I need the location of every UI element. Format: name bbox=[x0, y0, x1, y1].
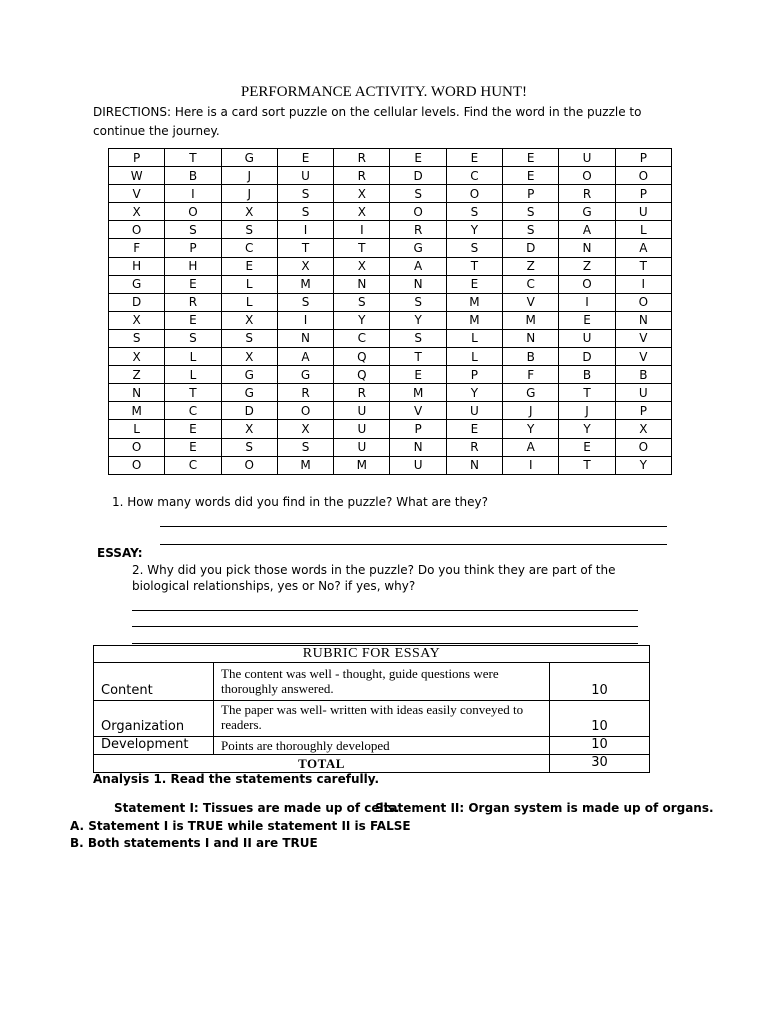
grid-cell: D bbox=[390, 167, 446, 185]
grid-cell: S bbox=[221, 329, 277, 347]
grid-cell: P bbox=[109, 149, 165, 167]
rubric-points: 10 bbox=[550, 663, 650, 701]
grid-cell: P bbox=[390, 420, 446, 438]
grid-row bbox=[109, 329, 672, 347]
rubric-table bbox=[93, 645, 650, 773]
grid-cell: X bbox=[109, 203, 165, 221]
grid-cell: O bbox=[165, 203, 221, 221]
grid-cell: T bbox=[559, 456, 615, 474]
grid-row bbox=[109, 366, 672, 384]
grid-cell: B bbox=[503, 348, 559, 366]
grid-cell: T bbox=[559, 384, 615, 402]
grid-cell: L bbox=[165, 366, 221, 384]
statement-1: Statement I: Tissues are made up of cells. bbox=[114, 801, 400, 815]
rubric-total-row bbox=[94, 755, 650, 773]
grid-cell: S bbox=[390, 329, 446, 347]
grid-cell: P bbox=[615, 149, 671, 167]
rubric-description: The content was well - thought, guide questions were thoroughly answered. bbox=[214, 663, 550, 701]
grid-cell: T bbox=[615, 257, 671, 275]
grid-cell: S bbox=[334, 293, 390, 311]
grid-cell: U bbox=[559, 149, 615, 167]
grid-cell: T bbox=[390, 348, 446, 366]
grid-cell: X bbox=[615, 420, 671, 438]
grid-cell: H bbox=[165, 257, 221, 275]
grid-cell: G bbox=[221, 149, 277, 167]
grid-cell: Y bbox=[503, 420, 559, 438]
question-2: 2. Why did you pick those words in the puzzle? Do you think they are part of the biological relationships, yes or No? if yes, why? bbox=[132, 563, 616, 593]
word-search-grid bbox=[108, 148, 672, 475]
grid-cell: Z bbox=[559, 257, 615, 275]
grid-cell: S bbox=[221, 221, 277, 239]
rubric-row bbox=[94, 737, 650, 755]
grid-cell: C bbox=[503, 275, 559, 293]
grid-cell: B bbox=[615, 366, 671, 384]
grid-cell: S bbox=[277, 293, 333, 311]
grid-cell: V bbox=[109, 185, 165, 203]
rubric-row bbox=[94, 701, 650, 737]
grid-cell: O bbox=[615, 167, 671, 185]
grid-cell: X bbox=[221, 420, 277, 438]
answer-line bbox=[132, 643, 638, 644]
grid-cell: J bbox=[503, 402, 559, 420]
grid-cell: O bbox=[109, 438, 165, 456]
answer-line bbox=[160, 544, 667, 545]
grid-cell: X bbox=[221, 348, 277, 366]
grid-row bbox=[109, 185, 672, 203]
grid-cell: E bbox=[559, 311, 615, 329]
grid-cell: L bbox=[446, 329, 502, 347]
grid-cell: U bbox=[334, 420, 390, 438]
rubric-title: RUBRIC FOR ESSAY bbox=[94, 646, 650, 663]
grid-cell: N bbox=[277, 329, 333, 347]
grid-cell: I bbox=[277, 221, 333, 239]
grid-row bbox=[109, 420, 672, 438]
grid-row bbox=[109, 149, 672, 167]
grid-cell: P bbox=[615, 402, 671, 420]
grid-cell: T bbox=[277, 239, 333, 257]
rubric-description: Points are thoroughly developed bbox=[214, 737, 550, 755]
rubric-criterion: Development bbox=[94, 737, 214, 755]
grid-cell: T bbox=[165, 149, 221, 167]
grid-row bbox=[109, 402, 672, 420]
grid-cell: R bbox=[446, 438, 502, 456]
grid-cell: U bbox=[559, 329, 615, 347]
grid-cell: R bbox=[277, 384, 333, 402]
grid-cell: E bbox=[446, 149, 502, 167]
analysis-heading: Analysis 1. Read the statements carefully. bbox=[93, 772, 379, 786]
grid-cell: N bbox=[615, 311, 671, 329]
grid-cell: O bbox=[559, 167, 615, 185]
grid-cell: M bbox=[109, 402, 165, 420]
grid-cell: N bbox=[334, 275, 390, 293]
grid-cell: L bbox=[221, 293, 277, 311]
grid-cell: A bbox=[615, 239, 671, 257]
grid-cell: R bbox=[334, 149, 390, 167]
grid-cell: X bbox=[277, 257, 333, 275]
grid-row bbox=[109, 167, 672, 185]
grid-cell: I bbox=[559, 293, 615, 311]
grid-cell: O bbox=[615, 293, 671, 311]
answer-line bbox=[160, 526, 667, 527]
grid-cell: P bbox=[503, 185, 559, 203]
grid-cell: S bbox=[277, 185, 333, 203]
rubric-points: 10 bbox=[550, 737, 650, 755]
answer-line bbox=[132, 626, 638, 627]
grid-row bbox=[109, 257, 672, 275]
grid-cell: D bbox=[503, 239, 559, 257]
grid-cell: L bbox=[165, 348, 221, 366]
grid-cell: S bbox=[165, 329, 221, 347]
grid-cell: Y bbox=[390, 311, 446, 329]
grid-cell: O bbox=[109, 456, 165, 474]
grid-cell: S bbox=[109, 329, 165, 347]
grid-cell: C bbox=[446, 167, 502, 185]
grid-cell: W bbox=[109, 167, 165, 185]
grid-cell: C bbox=[334, 329, 390, 347]
grid-row bbox=[109, 275, 672, 293]
grid-cell: F bbox=[109, 239, 165, 257]
grid-cell: S bbox=[503, 221, 559, 239]
grid-cell: X bbox=[221, 203, 277, 221]
grid-cell: E bbox=[446, 275, 502, 293]
rubric-total-label: TOTAL bbox=[94, 755, 550, 773]
grid-cell: T bbox=[334, 239, 390, 257]
grid-cell: X bbox=[221, 311, 277, 329]
grid-row bbox=[109, 239, 672, 257]
grid-cell: Q bbox=[334, 366, 390, 384]
grid-cell: N bbox=[390, 438, 446, 456]
grid-cell: E bbox=[559, 438, 615, 456]
grid-cell: T bbox=[165, 384, 221, 402]
grid-cell: D bbox=[109, 293, 165, 311]
grid-row bbox=[109, 221, 672, 239]
grid-cell: U bbox=[446, 402, 502, 420]
grid-row bbox=[109, 384, 672, 402]
grid-cell: S bbox=[390, 185, 446, 203]
grid-cell: O bbox=[109, 221, 165, 239]
grid-cell: N bbox=[390, 275, 446, 293]
grid-cell: S bbox=[221, 438, 277, 456]
grid-cell: F bbox=[503, 366, 559, 384]
grid-cell: B bbox=[559, 366, 615, 384]
rubric-description: The paper was well- written with ideas easily conveyed to readers. bbox=[214, 701, 550, 737]
grid-cell: Y bbox=[559, 420, 615, 438]
grid-cell: M bbox=[334, 456, 390, 474]
page-title: PERFORMANCE ACTIVITY. WORD HUNT! bbox=[240, 84, 528, 100]
grid-cell: O bbox=[277, 402, 333, 420]
grid-cell: N bbox=[109, 384, 165, 402]
grid-cell: O bbox=[615, 438, 671, 456]
grid-cell: T bbox=[446, 257, 502, 275]
grid-cell: M bbox=[277, 275, 333, 293]
grid-cell: U bbox=[615, 384, 671, 402]
grid-row bbox=[109, 438, 672, 456]
grid-cell: U bbox=[334, 438, 390, 456]
grid-cell: E bbox=[390, 149, 446, 167]
grid-cell: N bbox=[503, 329, 559, 347]
grid-cell: G bbox=[221, 366, 277, 384]
grid-cell: A bbox=[559, 221, 615, 239]
grid-cell: I bbox=[277, 311, 333, 329]
grid-row bbox=[109, 203, 672, 221]
grid-cell: A bbox=[277, 348, 333, 366]
grid-cell: A bbox=[390, 257, 446, 275]
grid-cell: E bbox=[165, 438, 221, 456]
grid-cell: J bbox=[559, 402, 615, 420]
grid-cell: E bbox=[165, 311, 221, 329]
grid-cell: A bbox=[503, 438, 559, 456]
grid-cell: S bbox=[277, 203, 333, 221]
grid-cell: E bbox=[165, 420, 221, 438]
option-a: A. Statement I is TRUE while statement II is FALSE bbox=[70, 819, 411, 833]
grid-cell: Z bbox=[503, 257, 559, 275]
grid-cell: P bbox=[446, 366, 502, 384]
grid-cell: L bbox=[446, 348, 502, 366]
grid-cell: E bbox=[277, 149, 333, 167]
grid-cell: O bbox=[446, 185, 502, 203]
grid-cell: N bbox=[559, 239, 615, 257]
grid-cell: I bbox=[165, 185, 221, 203]
grid-cell: C bbox=[221, 239, 277, 257]
grid-cell: I bbox=[334, 221, 390, 239]
grid-cell: X bbox=[334, 257, 390, 275]
grid-cell: Y bbox=[446, 221, 502, 239]
grid-row bbox=[109, 348, 672, 366]
grid-cell: E bbox=[221, 257, 277, 275]
grid-cell: O bbox=[390, 203, 446, 221]
grid-cell: P bbox=[615, 185, 671, 203]
rubric-points: 10 bbox=[550, 701, 650, 737]
grid-cell: U bbox=[277, 167, 333, 185]
grid-cell: R bbox=[390, 221, 446, 239]
grid-cell: S bbox=[503, 203, 559, 221]
grid-cell: X bbox=[109, 311, 165, 329]
statement-2: Statement II: Organ system is made up of organs. bbox=[375, 801, 714, 815]
rubric-criterion: Organization bbox=[94, 701, 214, 737]
grid-cell: G bbox=[277, 366, 333, 384]
grid-cell: L bbox=[615, 221, 671, 239]
answer-line bbox=[132, 610, 638, 611]
grid-cell: Y bbox=[615, 456, 671, 474]
grid-cell: J bbox=[221, 167, 277, 185]
grid-cell: M bbox=[503, 311, 559, 329]
grid-cell: E bbox=[390, 366, 446, 384]
grid-cell: V bbox=[503, 293, 559, 311]
grid-cell: H bbox=[109, 257, 165, 275]
grid-cell: Y bbox=[446, 384, 502, 402]
grid-cell: S bbox=[446, 239, 502, 257]
grid-cell: M bbox=[390, 384, 446, 402]
grid-cell: M bbox=[446, 293, 502, 311]
grid-cell: Z bbox=[109, 366, 165, 384]
grid-cell: E bbox=[446, 420, 502, 438]
grid-cell: D bbox=[221, 402, 277, 420]
grid-cell: Q bbox=[334, 348, 390, 366]
grid-cell: N bbox=[446, 456, 502, 474]
grid-cell: E bbox=[165, 275, 221, 293]
rubric-row bbox=[94, 663, 650, 701]
grid-cell: M bbox=[446, 311, 502, 329]
grid-cell: D bbox=[559, 348, 615, 366]
grid-cell: E bbox=[503, 149, 559, 167]
grid-cell: M bbox=[277, 456, 333, 474]
grid-cell: L bbox=[221, 275, 277, 293]
grid-cell: G bbox=[559, 203, 615, 221]
grid-row bbox=[109, 293, 672, 311]
grid-cell: S bbox=[390, 293, 446, 311]
grid-cell: Y bbox=[334, 311, 390, 329]
grid-cell: X bbox=[277, 420, 333, 438]
grid-cell: S bbox=[277, 438, 333, 456]
grid-cell: R bbox=[165, 293, 221, 311]
grid-cell: R bbox=[334, 384, 390, 402]
grid-cell: X bbox=[109, 348, 165, 366]
grid-cell: V bbox=[615, 348, 671, 366]
grid-cell: U bbox=[390, 456, 446, 474]
grid-cell: V bbox=[615, 329, 671, 347]
grid-cell: R bbox=[559, 185, 615, 203]
grid-cell: C bbox=[165, 402, 221, 420]
grid-cell: O bbox=[221, 456, 277, 474]
grid-cell: P bbox=[165, 239, 221, 257]
grid-cell: U bbox=[334, 402, 390, 420]
grid-cell: G bbox=[109, 275, 165, 293]
grid-cell: I bbox=[503, 456, 559, 474]
grid-cell: O bbox=[559, 275, 615, 293]
grid-cell: S bbox=[165, 221, 221, 239]
option-b: B. Both statements I and II are TRUE bbox=[70, 836, 318, 850]
grid-cell: X bbox=[334, 185, 390, 203]
grid-cell: L bbox=[109, 420, 165, 438]
rubric-total-points: 30 bbox=[550, 755, 650, 773]
grid-cell: G bbox=[503, 384, 559, 402]
grid-cell: J bbox=[221, 185, 277, 203]
grid-cell: S bbox=[446, 203, 502, 221]
grid-cell: C bbox=[165, 456, 221, 474]
grid-row bbox=[109, 456, 672, 474]
grid-cell: I bbox=[615, 275, 671, 293]
grid-cell: E bbox=[503, 167, 559, 185]
grid-cell: U bbox=[615, 203, 671, 221]
question-1: 1. How many words did you find in the puzzle? What are they? bbox=[112, 495, 488, 509]
grid-cell: B bbox=[165, 167, 221, 185]
directions-text: DIRECTIONS: Here is a card sort puzzle on the cellular levels. Find the word in the puzzle to continue the journey. bbox=[93, 105, 642, 138]
grid-cell: G bbox=[390, 239, 446, 257]
grid-cell: X bbox=[334, 203, 390, 221]
rubric-criterion: Content bbox=[94, 663, 214, 701]
essay-heading: ESSAY: bbox=[97, 546, 143, 560]
grid-cell: G bbox=[221, 384, 277, 402]
grid-row bbox=[109, 311, 672, 329]
grid-cell: R bbox=[334, 167, 390, 185]
grid-cell: V bbox=[390, 402, 446, 420]
